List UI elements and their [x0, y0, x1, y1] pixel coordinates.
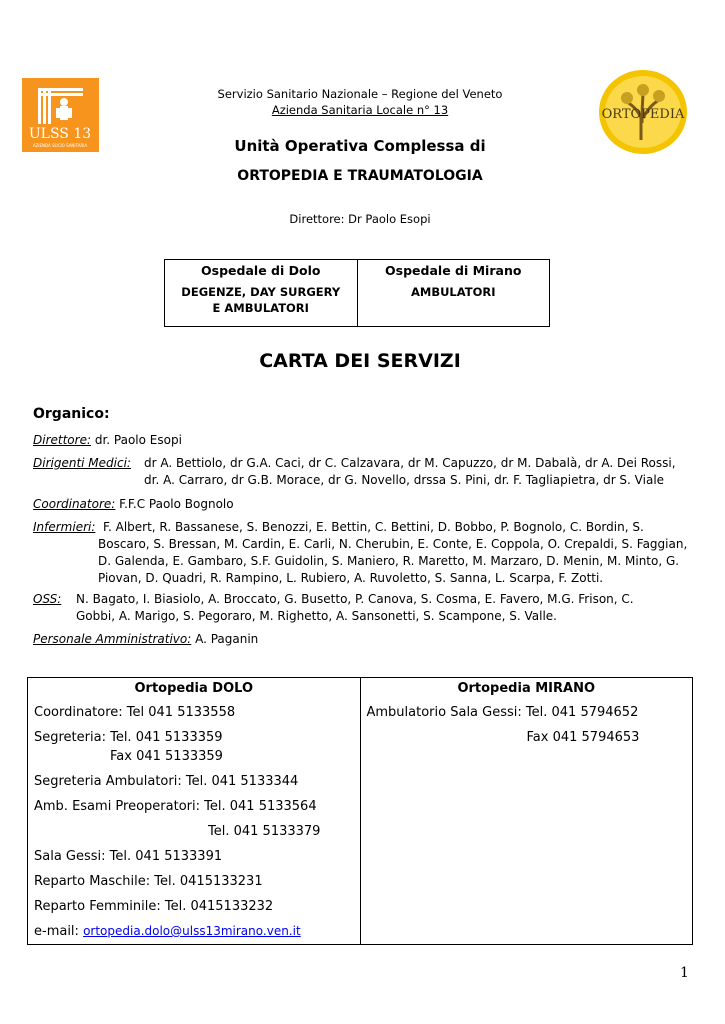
oss-line-1: N. Bagato, I. Biasiolo, A. Broccato, G. Busetto, P. Canova, S. Cosma, E. Favero, M.G. Frison, C.: [76, 592, 634, 606]
dirigenti-line-1: dr A. Bettiolo, dr G.A. Caci, dr C. Calzavara, dr M. Capuzzo, dr M. Dabalà, dr A. Dei Rossi,: [144, 456, 676, 470]
dirigenti-label-text: Dirigenti Medici:: [33, 456, 131, 470]
hospital-mirano-name: Ospedale di Mirano: [385, 263, 522, 278]
dolo-email-label: e-mail:: [34, 924, 84, 939]
dolo-email-row: [34, 919, 354, 944]
hospital-dolo-services-1: DEGENZE, DAY SURGERY: [181, 285, 341, 299]
coordinatore-line: [33, 496, 234, 513]
mirano-sala-gessi: Ambulatorio Sala Gessi: Tel. 041 5794652: [366, 705, 639, 720]
amministrativo-line: [33, 631, 258, 648]
dolo-maschile: Reparto Maschile: Tel. 0415133231: [34, 874, 263, 889]
ulss13-logo: [22, 78, 99, 152]
dolo-segreteria-fax: Fax 041 5133359: [110, 749, 223, 764]
contacts-dolo-title: Ortopedia DOLO: [134, 681, 253, 696]
dolo-email-link[interactable]: ortopedia.dolo@ulss13mirano.ven.it: [83, 924, 301, 938]
org-line-2: [160, 103, 560, 117]
dirigenti-label: [33, 455, 131, 472]
direttore-value: dr. Paolo Esopi: [91, 433, 182, 447]
contacts-dolo-cell: [28, 678, 361, 945]
contacts-mirano-cell: [360, 678, 693, 945]
contacts-mirano-title: Ortopedia MIRANO: [457, 681, 596, 696]
ortopedia-logo: [597, 68, 690, 156]
organico-heading: Organico:: [33, 406, 110, 422]
contacts-table: [27, 677, 693, 945]
oss-label-text: OSS:: [33, 592, 62, 606]
mirano-fax: Fax 041 5794653: [526, 730, 640, 745]
unit-line: Unità Operativa Complessa di: [234, 137, 486, 155]
org-line-1: Servizio Sanitario Nazionale – Regione del Veneto: [217, 87, 503, 101]
hospital-mirano-cell: [357, 260, 550, 327]
dolo-coordinatore: Coordinatore: Tel 041 5133558: [34, 705, 236, 720]
infermieri-line-3: D. Galenda, E. Gambaro, S.F. Guidolin, S. Maniero, R. Maretto, M. Marzaro, D. Menin, M. Minto, G.: [98, 554, 680, 568]
hospital-dolo-cell: [165, 260, 358, 327]
svg-text:ORTOPEDIA: ORTOPEDIA: [601, 107, 685, 122]
coordinatore-value: F.F.C Paolo Bognolo: [115, 497, 234, 511]
hospitals-table: [164, 259, 550, 327]
infermieri-line-2: Boscaro, S. Bressan, M. Cardin, E. Carli, N. Cherubin, E. Conte, E. Coppola, O. Crepaldi, S. Faggian,: [98, 537, 688, 551]
oss-label: [33, 591, 61, 608]
document-title: CARTA DEI SERVIZI: [259, 350, 461, 372]
amministrativo-label: Personale Amministrativo:: [33, 632, 192, 646]
oss-line-2: Gobbi, A. Marigo, S. Pegoraro, M. Righetto, A. Sansonetti, S. Scampone, S. Valle.: [76, 609, 557, 623]
coordinatore-label: Coordinatore:: [33, 497, 116, 511]
hospital-dolo-services-2: E AMBULATORI: [212, 301, 309, 315]
amministrativo-value: A. Paganin: [191, 632, 259, 646]
ortopedia-logo-graphic: [597, 68, 690, 156]
infermieri-line-1: F. Albert, R. Bassanese, S. Benozzi, E. Bettin, C. Bettini, D. Bobbo, P. Bognolo, C. Bordin, S.: [103, 520, 644, 534]
infermieri-label: [33, 519, 95, 536]
hospital-mirano-services-1: AMBULATORI: [410, 285, 496, 299]
svg-text:ULSS 13: ULSS 13: [28, 126, 92, 142]
dolo-segreteria-ambulatori: Segreteria Ambulatori: Tel. 041 5133344: [34, 774, 299, 789]
dolo-esami-tel2: Tel. 041 5133379: [208, 824, 321, 839]
dolo-segreteria: [34, 725, 354, 769]
unit-name: ORTOPEDIA E TRAUMATOLOGIA: [237, 168, 483, 184]
dirigenti-line-2: dr. A. Carraro, dr G.B. Morace, dr G. Novello, drssa S. Pini, dr. F. Tagliapietra, dr S. Viale: [144, 473, 665, 487]
org-line-2-text: Azienda Sanitaria Locale n° 13: [271, 103, 449, 117]
direttore-line: [33, 432, 182, 449]
ulss13-logo-graphic: [22, 78, 99, 152]
svg-text:AZIENDA SOCIO SANITARIA: AZIENDA SOCIO SANITARIA: [32, 143, 88, 148]
infermieri-label-text: Infermieri:: [33, 520, 96, 534]
dolo-esami: Amb. Esami Preoperatori: Tel. 041 5133564: [34, 799, 317, 814]
dolo-sala-gessi: Sala Gessi: Tel. 041 5133391: [34, 849, 223, 864]
hospital-dolo-name: Ospedale di Dolo: [201, 263, 321, 278]
infermieri-line-4: Piovan, D. Quadri, R. Rampino, L. Rubiero, A. Ruvoletto, S. Sanna, L. Scarpa, F. Zotti.: [98, 571, 604, 585]
page-number: 1: [680, 965, 689, 981]
dolo-femminile: Reparto Femminile: Tel. 0415133232: [34, 899, 274, 914]
director-line: Direttore: Dr Paolo Esopi: [289, 212, 431, 226]
direttore-label: Direttore:: [33, 433, 92, 447]
dolo-segreteria-tel: Segreteria: Tel. 041 5133359: [34, 730, 223, 745]
